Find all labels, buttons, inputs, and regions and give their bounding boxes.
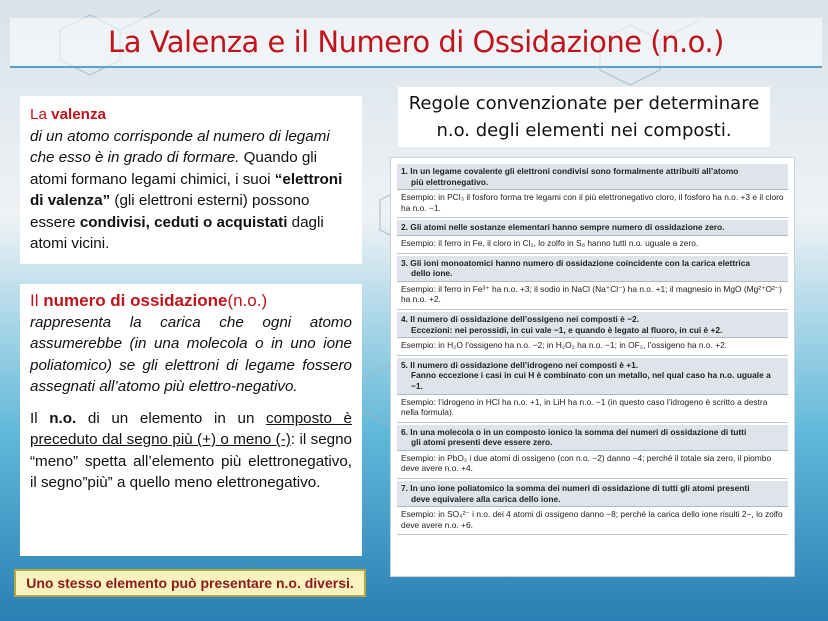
numero-p2-c: : il segno “meno” spetta all’elemento più elettronegativo, il segno”più” a quello meno elettronegativo. bbox=[30, 431, 352, 491]
rule-5-head: 5. Il numero di ossidazione dell’idrogeno nei composti è +1. Fanno eccezione i casi in cui H è combinato con un metallo, nel qual caso ha n.o. uguale a −1. bbox=[397, 358, 788, 395]
valenza-bold2: condivisi, ceduti o acquistati bbox=[79, 213, 288, 231]
footer-note: Uno stesso elemento può presentare n.o. diversi. bbox=[14, 569, 366, 597]
valenza-bold1: “elettroni di valenza” bbox=[30, 170, 343, 209]
rule-1-example: Esempio: in PCl₃ il fosforo forma tre legami con il più elettronegativo cloro, il fosforo ha n.o. +3 e il cloro ha n.o. −1. bbox=[397, 190, 788, 218]
numero-ossidazione-box bbox=[20, 284, 362, 556]
numero-il: Il bbox=[30, 291, 44, 310]
rule-2-example: Esempio: il ferro in Fe, il cloro in Cl₂, lo zolfo in S₈ hanno tutti n.o. uguale a zero. bbox=[397, 236, 788, 254]
valenza-text3: dagli atomi vicini. bbox=[30, 213, 324, 252]
valenza-definition: di un atomo corrisponde al numero di legami che esso è in grado di formare. bbox=[30, 127, 330, 166]
rule-4-example: Esempio: in H₂O l’ossigeno ha n.o. −2; in H₂O₂ ha n.o. −1; in OF₂, l’ossigeno ha n.o. +2. bbox=[397, 338, 788, 356]
rule-3-head: 3. Gli ioni monoatomici hanno numero di ossidazione coincidente con la carica elettrica dello ione. bbox=[397, 256, 788, 282]
rule-5-example: Esempio: l’idrogeno in HCl ha n.o. +1, in LiH ha n.o. −1 (in questo caso l’idrogeno è scritto a destra nella formula). bbox=[397, 395, 788, 423]
rules-table bbox=[390, 157, 795, 577]
rule-3-example: Esempio: il ferro in Fe³⁺ ha n.o. +3; il sodio in NaCl (Na⁺Cl⁻) ha n.o. +1; il magnesio in MgO (Mg²⁺O²⁻) ha n.o. +2. bbox=[397, 282, 788, 310]
numero-p2-b: di un elemento in un bbox=[76, 409, 267, 427]
title-bar bbox=[10, 18, 822, 68]
numero-p2-underline: composto è preceduto dal segno più (+) o meno (-) bbox=[30, 409, 352, 448]
rule-2-head: 2. Gli atomi nelle sostanze elementari hanno sempre numero di ossidazione zero. bbox=[397, 220, 788, 236]
rule-6-example: Esempio: in PbO₂ i due atomi di ossigeno (con n.o. −2) danno −4; perché il totale sia zero, il piombo deve avere n.o. +4. bbox=[397, 451, 788, 479]
page-title: La Valenza e il Numero di Ossidazione (n.o.) bbox=[108, 25, 724, 59]
valenza-term: valenza bbox=[51, 106, 107, 123]
numero-definition: rappresenta la carica che ogni atomo assumerebbe (in una molecola o in uno ione poliatomico) se gli elettroni di legame fossero assegnati all’atomo più elettro-negativo. bbox=[30, 313, 352, 395]
valenza-text1: Quando gli atomi formano legami chimici, i suoi bbox=[30, 149, 318, 188]
valenza-box bbox=[20, 96, 362, 264]
rule-7-head: 7. In uno ione poliatomico la somma dei numeri di ossidazione di tutti gli atomi presenti deve equivalere alla carica dello ione. bbox=[397, 481, 788, 507]
numero-p2-a: Il bbox=[30, 409, 50, 427]
numero-abbr: (n.o.) bbox=[227, 291, 268, 310]
numero-term: numero di ossidazione bbox=[43, 291, 228, 310]
rule-4-head: 4. Il numero di ossidazione dell’ossigeno nei composti è −2. Eccezioni: nei perossidi, in cui vale −1, e quando è legato al fluoro, in cui è +2. bbox=[397, 312, 788, 338]
rule-1-head: 1. In un legame covalente gli elettroni condivisi sono formalmente attribuiti all’atomo più elettronegativo. bbox=[397, 164, 788, 190]
valenza-la: La bbox=[30, 106, 52, 123]
rule-6-head: 6. In una molecola o in un composto ionico la somma dei numeri di ossidazione di tutti gli atomi presenti deve essere zero. bbox=[397, 425, 788, 451]
numero-p2-no: n.o. bbox=[49, 409, 77, 427]
rules-title: Regole convenzionate per determinare n.o. degli elementi nei composti. bbox=[398, 87, 770, 147]
valenza-text2: (gli elettroni esterni) possono essere bbox=[30, 192, 310, 231]
rule-7-example: Esempio: in SO₄²⁻ i n.o. dei 4 atomi di ossigeno danno −8; perché la carica dello ione risulti 2−, lo zolfo deve avere n.o. +6. bbox=[397, 507, 788, 535]
